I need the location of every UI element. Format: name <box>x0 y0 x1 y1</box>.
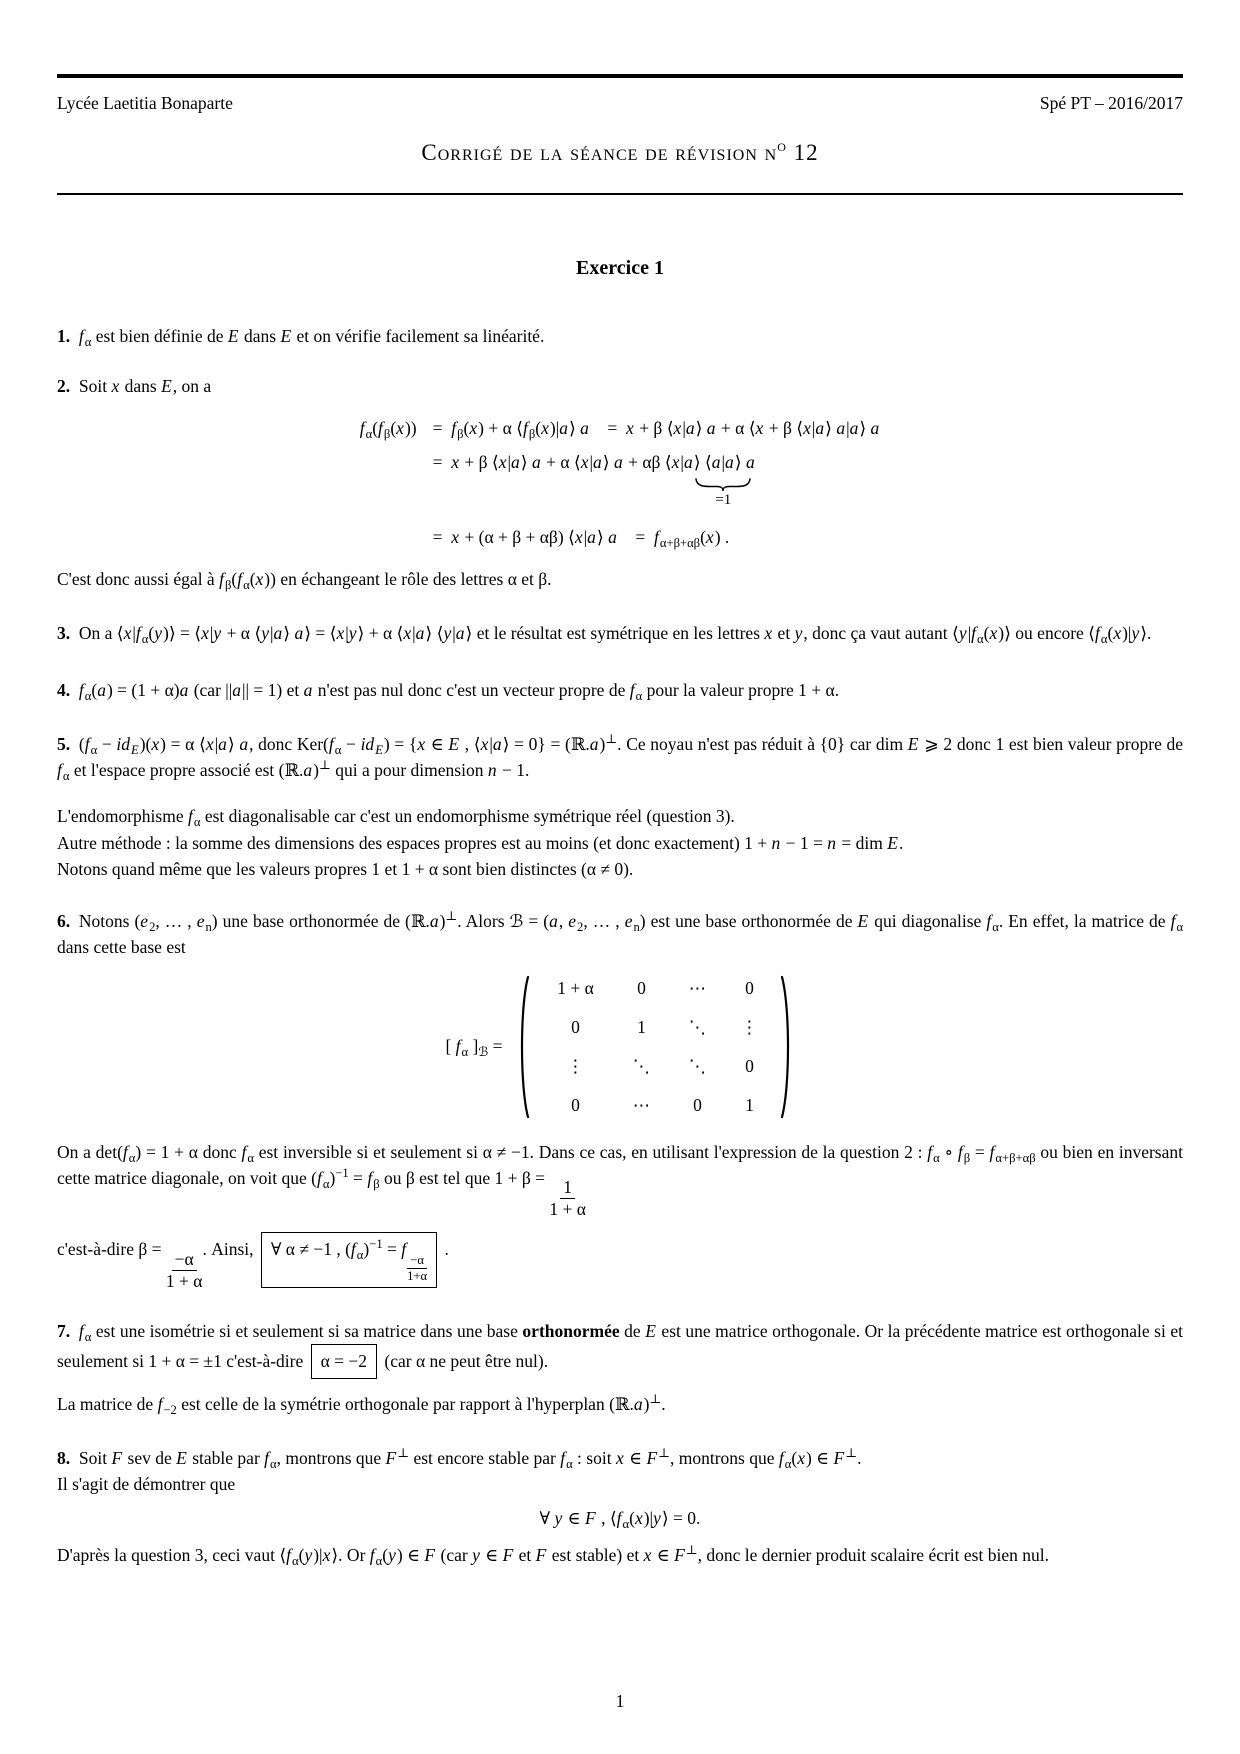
item-6-intro: 6. Notons ($e_2$, … , $e_n$) une base orthonormée de (ℝ.a)⊥. Alors ℬ = (a, $e_2$, … , $e_n$) est une base orthonormée de E qui diagonalise $f_\alpha$. En effet, la matrice de $f_\alpha$ dans cette base est <box>57 909 1184 958</box>
eq-row2-lhs-spacer <box>360 449 417 517</box>
matrix-cell: ⋮ <box>740 1016 759 1037</box>
item-6-para-2 <box>57 1232 1183 1292</box>
item-2-equations <box>360 415 881 550</box>
item-5-note-3: Notons quand même que les valeurs propres 1 et 1 + α sont bien distinctes (α ≠ 0). <box>57 858 634 879</box>
underbrace-label: =1 <box>715 491 732 508</box>
item-6-para-1: On a $\det(f_\alpha) = 1 + \alpha$ donc $f_\alpha$ est inversible si et seulement si α ≠ −1. Dans ce cas, en utilisant l'expression de la question 2 : $f_\alpha$ ∘ $f_\beta = f_{\alpha+\beta+\alpha\beta}$ ou bien en inversant cette matrice diagonale, on voit que $(f_\alpha)^{-1} = f_\beta$ ou β est tel que 1 + β = $\frac{1}{1 + \alpha}$ <box>57 1141 1183 1220</box>
item-2-conclusion: C'est donc aussi égal à $f_\beta(f_\alpha(x))$ en échangeant le rôle des lettres α et β. <box>57 569 552 592</box>
matrix-cell: 0 <box>571 1095 580 1116</box>
item-8: 8. Soit F sev de E stable par $f_\alpha$, montrons que F⊥ est encore stable par $f_\alpha$ : soit x ∈ F⊥, montrons que $f_\alpha(x)$ ∈ F⊥. <box>57 1445 862 1471</box>
exercise-heading: Exercice 1 <box>576 256 664 279</box>
matrix-cell: ⋯ <box>632 1095 651 1116</box>
top-rule <box>57 74 1183 78</box>
matrix-cell: 1 + α <box>557 977 594 998</box>
item-6-matrix <box>57 971 1183 1123</box>
page-header <box>57 90 1183 116</box>
eq-row2-rhs <box>433 449 881 517</box>
item-5: 5. $(f_\alpha - id_E)(x) = \alpha$ ⟨x|a⟩ a, donc $Ker(f_\alpha - id_E) = \{x$ ∈ E , ⟨x|a⟩ = 0} = (ℝ.a)⊥. Ce noyau n'est pas réduit à {0} car dim E ⩾ 2 donc 1 est bien valeur propre de $f_\alpha$ et l'espace propre associé est (ℝ.a)⊥ qui a pour dimension n − 1. <box>57 731 1184 783</box>
item-6-para-2-pre: c'est-à-dire β = $\frac{-\alpha}{1 + \alpha}$ . Ainsi, <box>57 1239 258 1291</box>
matrix-cell: ⋮ <box>566 1056 585 1076</box>
matrix-cell: 0 <box>637 977 646 998</box>
eq-row3-rhs: = x + (α + β + αβ) ⟨x|a⟩ a = $f_{\alpha+\beta+\alpha\beta}(x)$ . <box>432 526 730 550</box>
document-title: Corrigé de la séance de révision $n^o$ 12 <box>421 136 819 166</box>
item-6-para-2-end: . <box>440 1239 449 1260</box>
underbrace-annotation <box>694 477 752 508</box>
matrix-cell: ⋱ <box>688 1016 707 1037</box>
matrix-cell: 1 <box>637 1016 646 1037</box>
matrix-cell: 1 <box>745 1095 754 1116</box>
matrix-cell: ⋱ <box>688 1056 707 1076</box>
inverse-formula-box: ∀ α ≠ −1 , $(f_\alpha)^{-1} = f$ $_{\frac{-\alpha}{1+\alpha}}$ <box>261 1232 437 1288</box>
matrix-grid <box>531 971 779 1123</box>
matrix-cell: 0 <box>745 977 754 998</box>
item-7-pre: 7. $f_\alpha$ est une isométrie si et seulement si sa matrice dans une base orthonormée de E est une matrice orthogonale. Or la précédente matrice est orthogonale si et seulement si 1 + α = ±1 c'est-à-dire <box>57 1321 1183 1372</box>
matrix-cell: 0 <box>745 1056 754 1076</box>
matrix-cell: ⋯ <box>688 977 707 998</box>
school-name: Lycée Laetitia Bonaparte <box>57 93 233 113</box>
item-8-para-2: D'après la question 3, ceci vaut $⟨f_\alpha(y)|x⟩$. Or $f_\alpha(y)$ ∈ F (car y ∈ F et F est stable) et x ∈ F⊥, donc le dernier produit scalaire écrit est bien nul. <box>57 1542 1049 1568</box>
item-2-intro: 2. Soit x dans E, on a <box>57 376 212 396</box>
item-8-display-formula: ∀ y ∈ F , $⟨f_\alpha(x)|y⟩ = 0$. <box>539 1508 701 1532</box>
item-7-post: (car α ne peut être nul). <box>380 1351 549 1372</box>
eq-row2-post: a <box>745 451 755 472</box>
item-4: 4. $f_\alpha(a) = (1 + \alpha)a$ (car ||a|| = 1) et a n'est pas nul donc c'est un vecteur propre de $f_\alpha$ pour la valeur propre 1 + α. <box>57 679 840 703</box>
underbrace-group <box>704 449 742 508</box>
matrix-cell: 0 <box>693 1095 702 1116</box>
year-label: Spé PT – 2016/2017 <box>1039 93 1183 113</box>
underbrace-icon <box>694 477 752 492</box>
alpha-value-box: α = −2 <box>311 1344 377 1378</box>
matrix-right-paren <box>779 974 795 1120</box>
item-5-note-1: L'endomorphisme $f_\alpha$ est diagonalisable car c'est un endomorphisme symétrique réel (question 3). <box>57 806 735 830</box>
matrix-cell: ⋱ <box>632 1056 651 1076</box>
eq-row2-pre: = x + β ⟨x|a⟩ a + α ⟨x|a⟩ a + αβ ⟨x|a⟩ <box>432 451 705 472</box>
item-8-line-2: Il s'agit de démontrer que <box>57 1474 236 1494</box>
item-5-note-2: Autre méthode : la somme des dimensions des espaces propres est au moins (et donc exactement) 1 + n − 1 = n = dim E. <box>57 832 904 853</box>
matrix-left-paren <box>515 974 531 1120</box>
eq-row3-lhs-spacer <box>360 524 417 550</box>
page-number: 1 <box>615 1690 625 1711</box>
item-7-para-2: La matrice de $f_{-2}$ est celle de la symétrie orthogonale par rapport à l'hyperplan (ℝ.a)⊥. <box>57 1391 666 1417</box>
matrix-label: [ $f_\alpha$ ]$_ℬ$ = <box>445 1036 503 1060</box>
eq-row2-braced-term: ⟨a|a⟩ <box>704 451 742 472</box>
item-3: 3. On a $⟨x|f_\alpha(y)⟩$ = ⟨x|y + α ⟨y|a⟩ a⟩ = ⟨x|y⟩ + α ⟨x|a⟩ ⟨y|a⟩ et le résultat est symétrique en les lettres x et y, donc ça vaut autant $⟨y|f_\alpha(x)⟩$ ou encore $⟨f_\alpha(x)|y⟩$. <box>57 623 1152 647</box>
eq-row1-rhs: = $f_\beta(x) + \alpha$ $⟨f_\beta(x)|a⟩$ a = x + β ⟨x|a⟩ a + α ⟨x + β ⟨x|a⟩ a|a⟩ a <box>432 418 880 442</box>
eq-row1-lhs: $f_\alpha(f_\beta(x))$ <box>359 418 417 442</box>
item-1: 1. $f_\alpha$ est bien définie de E dans E et on vérifie facilement sa linéarité. <box>57 325 545 349</box>
matrix-cell: 0 <box>571 1016 580 1037</box>
title-rule <box>57 193 1183 195</box>
item-7 <box>57 1318 1183 1379</box>
